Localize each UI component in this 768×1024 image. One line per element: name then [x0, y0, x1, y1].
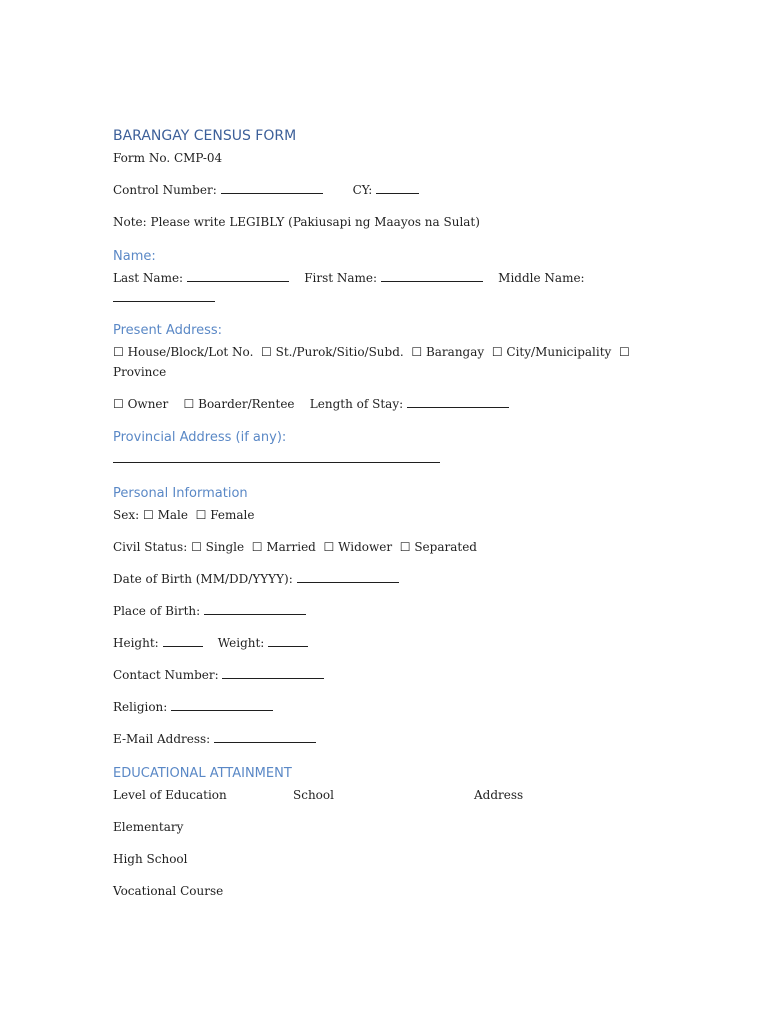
single-label: Single — [205, 540, 245, 554]
provincial-address-heading: Provincial Address (if any): — [113, 430, 287, 445]
owner-label: Owner — [127, 397, 169, 411]
education-row-elementary: Elementary — [113, 820, 184, 834]
religion-label: Religion: — [113, 700, 168, 714]
civil-status-row — [113, 539, 477, 555]
checkbox-icon[interactable]: ☐ — [399, 540, 411, 554]
last-name-field[interactable] — [187, 270, 289, 282]
checkbox-icon[interactable]: ☐ — [323, 540, 335, 554]
first-name-field[interactable] — [381, 270, 483, 282]
height-weight-row — [113, 635, 308, 651]
checkbox-icon[interactable]: ☐ — [142, 508, 154, 522]
education-header-row — [113, 787, 523, 803]
male-label: Male — [157, 508, 188, 522]
dob-row — [113, 571, 399, 587]
height-field[interactable] — [163, 635, 203, 647]
contact-number-label: Contact Number: — [113, 668, 219, 682]
checkbox-icon[interactable]: ☐ — [113, 397, 124, 411]
sex-row — [113, 507, 254, 523]
checkbox-icon[interactable]: ☐ — [491, 345, 503, 359]
height-label: Height: — [113, 636, 159, 650]
weight-label: Weight: — [217, 636, 265, 650]
address-options-row — [113, 344, 630, 360]
level-column-header: Level of Education — [113, 788, 227, 802]
ownership-row — [113, 396, 509, 412]
first-name-label: First Name: — [304, 271, 378, 285]
religion-row — [113, 699, 273, 715]
pob-field[interactable] — [204, 603, 306, 615]
married-label: Married — [266, 540, 316, 554]
boarder-label: Boarder/Rentee — [198, 397, 295, 411]
separated-label: Separated — [414, 540, 477, 554]
school-column-header: School — [293, 788, 334, 802]
cy-label: CY: — [352, 183, 373, 197]
email-field[interactable] — [214, 731, 316, 743]
personal-info-heading: Personal Information — [113, 486, 248, 501]
email-label: E-Mail Address: — [113, 732, 211, 746]
education-row-vocational: Vocational Course — [113, 884, 224, 898]
checkbox-icon[interactable]: ☐ — [195, 508, 207, 522]
pob-label: Place of Birth: — [113, 604, 201, 618]
middle-name-field[interactable] — [113, 290, 215, 302]
legibility-note: Note: Please write LEGIBLY (Pakiusapi ng Maayos na Sulat) — [113, 215, 480, 229]
education-row-high-school: High School — [113, 852, 188, 866]
control-number-field[interactable] — [221, 182, 323, 194]
provincial-address-field[interactable] — [113, 451, 440, 463]
pob-row — [113, 603, 306, 619]
widower-label: Widower — [338, 540, 393, 554]
dob-field[interactable] — [297, 571, 399, 583]
option-province-label: Province — [113, 365, 167, 379]
length-of-stay-field[interactable] — [407, 396, 509, 408]
contact-number-field[interactable] — [222, 667, 324, 679]
checkbox-icon[interactable]: ☐ — [261, 345, 272, 359]
checkbox-icon[interactable]: ☐ — [411, 345, 423, 359]
option-street-label: St./Purok/Sitio/Subd. — [275, 345, 404, 359]
checkbox-icon[interactable]: ☐ — [251, 540, 263, 554]
checkbox-icon[interactable]: ☐ — [618, 345, 630, 359]
religion-field[interactable] — [171, 699, 273, 711]
form-title: BARANGAY CENSUS FORM — [113, 128, 297, 144]
name-heading: Name: — [113, 249, 156, 264]
present-address-heading: Present Address: — [113, 323, 223, 338]
option-house-label: House/Block/Lot No. — [127, 345, 254, 359]
middle-name-row — [113, 290, 215, 306]
control-row — [113, 182, 419, 198]
civil-status-label: Civil Status: — [113, 540, 188, 554]
weight-field[interactable] — [268, 635, 308, 647]
contact-row — [113, 667, 324, 683]
educational-attainment-heading: EDUCATIONAL ATTAINMENT — [113, 766, 292, 781]
provincial-address-row — [113, 451, 440, 467]
form-number: Form No. CMP-04 — [113, 151, 223, 165]
address-column-header: Address — [474, 788, 524, 802]
checkbox-icon[interactable]: ☐ — [113, 345, 124, 359]
sex-label: Sex: — [113, 508, 140, 522]
dob-label: Date of Birth (MM/DD/YYYY): — [113, 572, 293, 586]
cy-field[interactable] — [376, 182, 419, 194]
middle-name-label: Middle Name: — [498, 271, 585, 285]
option-barangay-label: Barangay — [425, 345, 485, 359]
last-name-label: Last Name: — [113, 271, 184, 285]
checkbox-icon[interactable]: ☐ — [191, 540, 202, 554]
female-label: Female — [210, 508, 255, 522]
option-city-label: City/Municipality — [506, 345, 612, 359]
length-of-stay-label: Length of Stay: — [309, 397, 404, 411]
name-row — [113, 270, 585, 286]
control-number-label: Control Number: — [113, 183, 217, 197]
email-row — [113, 731, 316, 747]
checkbox-icon[interactable]: ☐ — [183, 397, 195, 411]
